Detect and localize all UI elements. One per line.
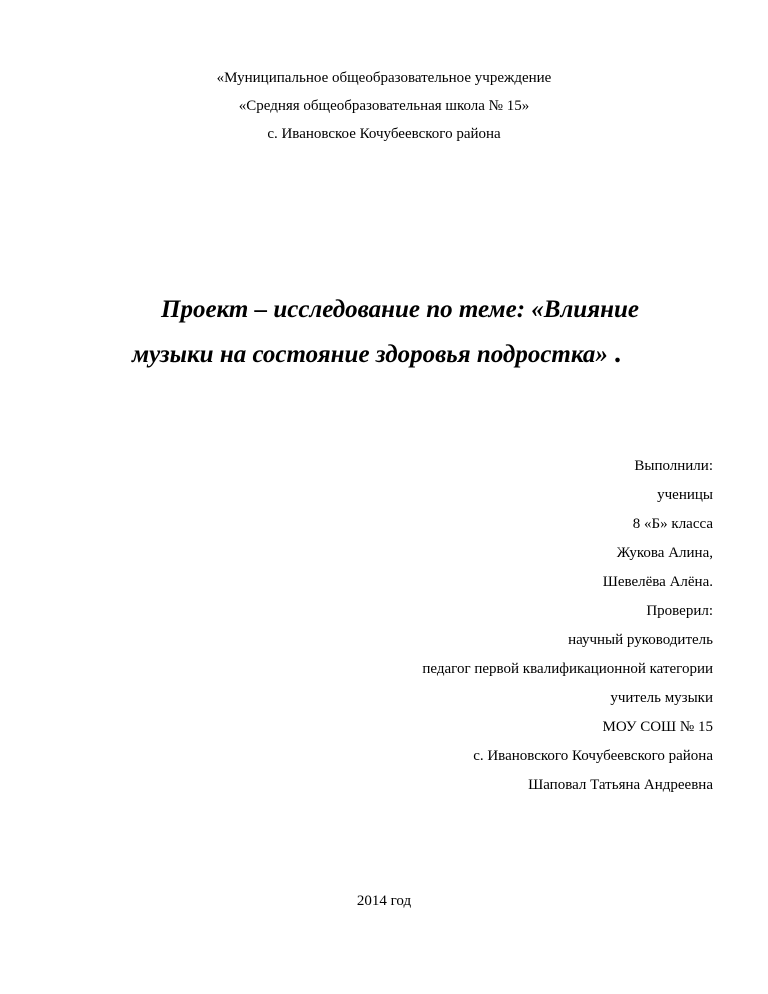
institution-name-line: «Муниципальное общеобразовательное учреждение: [216, 70, 552, 86]
project-title-trailing-dot: .: [613, 338, 621, 369]
supervisor-role: научный руководитель: [568, 632, 713, 648]
supervisor-category: педагог первой квалификационной категории: [422, 661, 713, 677]
supervisor-school: МОУ СОШ № 15: [602, 719, 713, 735]
school-name-line: «Средняя общеобразовательная школа № 15»: [238, 98, 530, 114]
project-title-line-2-text: музыки на состояние здоровья подростка»: [132, 341, 608, 368]
authors-block: [422, 452, 713, 800]
checked-by-label: Проверил:: [646, 603, 713, 619]
document-year: 2014 год: [356, 893, 412, 909]
school-location-line: с. Ивановское Кочубеевского района: [267, 126, 501, 142]
class-label: 8 «Б» класса: [632, 516, 713, 532]
project-title-line-1: Проект – исследование по теме: «Влияние: [161, 296, 639, 323]
performed-by-label: Выполнили:: [634, 458, 713, 474]
student-name-2: Шевелёва Алёна.: [602, 574, 713, 590]
supervisor-position: учитель музыки: [610, 690, 713, 706]
supervisor-location: с. Ивановского Кочубеевского района: [473, 748, 713, 764]
project-title-line-2: [132, 338, 621, 371]
institution-header: [0, 64, 768, 148]
supervisor-name: Шаповал Татьяна Андреевна: [528, 777, 713, 793]
students-label: ученицы: [657, 487, 713, 503]
student-name-1: Жукова Алина,: [616, 545, 713, 561]
